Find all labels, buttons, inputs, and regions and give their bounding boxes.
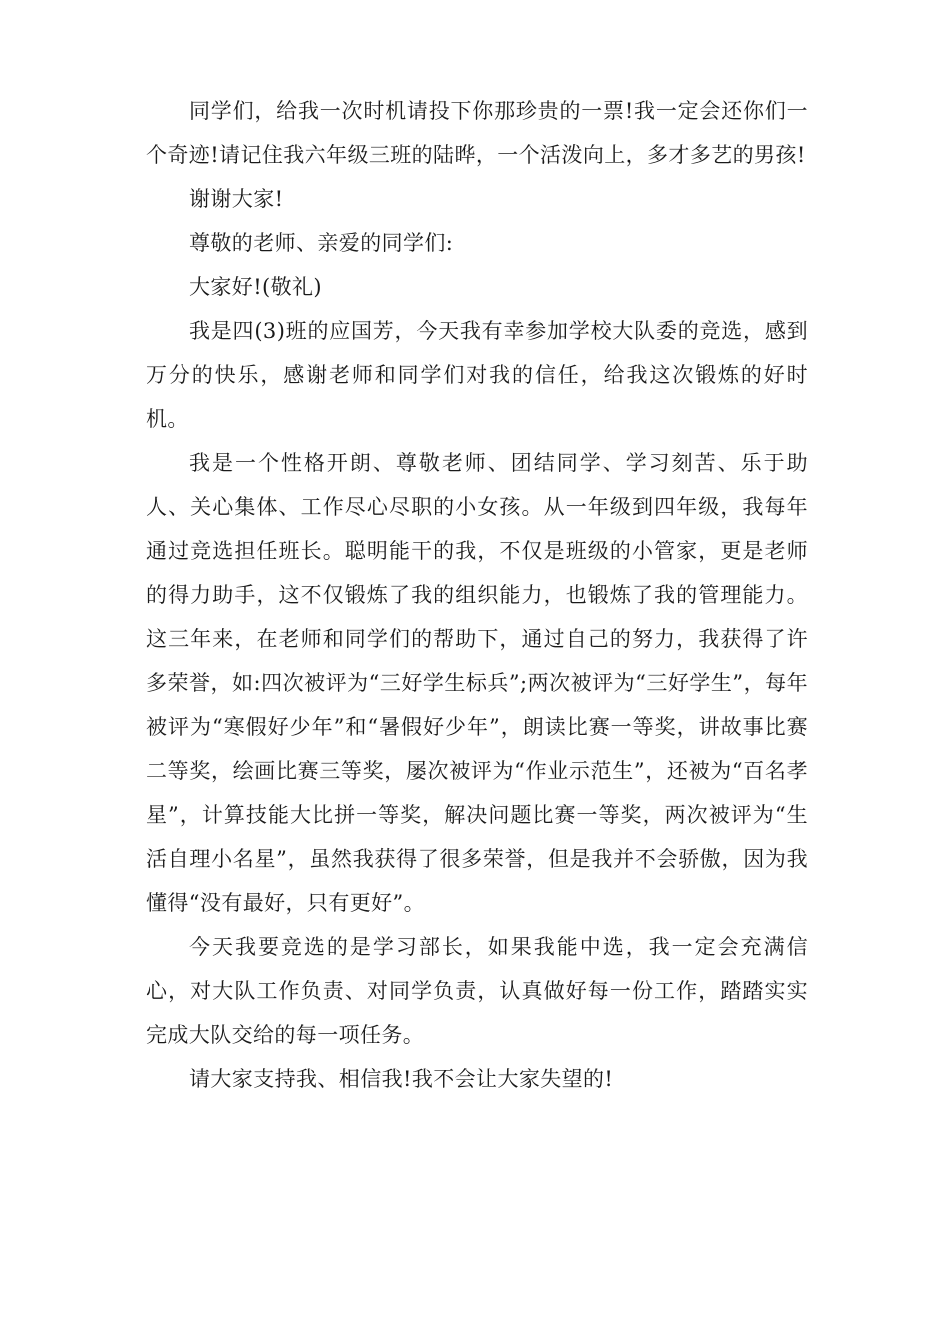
paragraph-greeting: 大家好!(敬礼): [189, 275, 323, 299]
document-body: [146, 89, 808, 1101]
paragraph-introduction: 我是四(3)班的应国芳，今天我有幸参加学校大队委的竞选，感到万分的快乐，感谢老师和同学们对我的信任，给我这次锻炼的好时机。: [146, 319, 808, 431]
paragraph-thanks: 谢谢大家!: [189, 187, 284, 211]
paragraph-vote-appeal: 同学们，给我一次时机请投下你那珍贵的一票!我一定会还你们一个奇迹!请记住我六年级三班的陆晔，一个活泼向上，多才多艺的男孩!: [146, 99, 808, 167]
paragraph-achievements: 我是一个性格开朗、尊敬老师、团结同学、学习刻苦、乐于助人、关心集体、工作尽心尽职的小女孩。从一年级到四年级，我每年通过竞选担任班长。聪明能干的我，不仅是班级的小管家，更是老师的得力助手，这不仅锻炼了我的组织能力，也锻炼了我的管理能力。这三年来，在老师和同学们的帮助下，通过自己的努力，我获得了许多荣誉，如:四次被评为“三好学生标兵”;两次被评为“三好学生”，每年被评为“寒假好少年”和“暑假好少年”，朗读比赛一等奖，讲故事比赛二等奖，绘画比赛三等奖，屡次被评为“作业示范生”，还被为“百名孝星”，计算技能大比拼一等奖，解决问题比赛一等奖，两次被评为“生活自理小名星”，虽然我获得了很多荣誉，但是我并不会骄傲，因为我懂得“没有最好，只有更好”。: [146, 451, 808, 915]
paragraph-goals: 今天我要竞选的是学习部长，如果我能中选，我一定会充满信心，对大队工作负责、对同学负责，认真做好每一份工作，踏踏实实完成大队交给的每一项任务。: [146, 935, 808, 1047]
paragraph-closing: 请大家支持我、相信我!我不会让大家失望的!: [189, 1067, 614, 1091]
paragraph-salutation: 尊敬的老师、亲爱的同学们:: [189, 231, 454, 255]
